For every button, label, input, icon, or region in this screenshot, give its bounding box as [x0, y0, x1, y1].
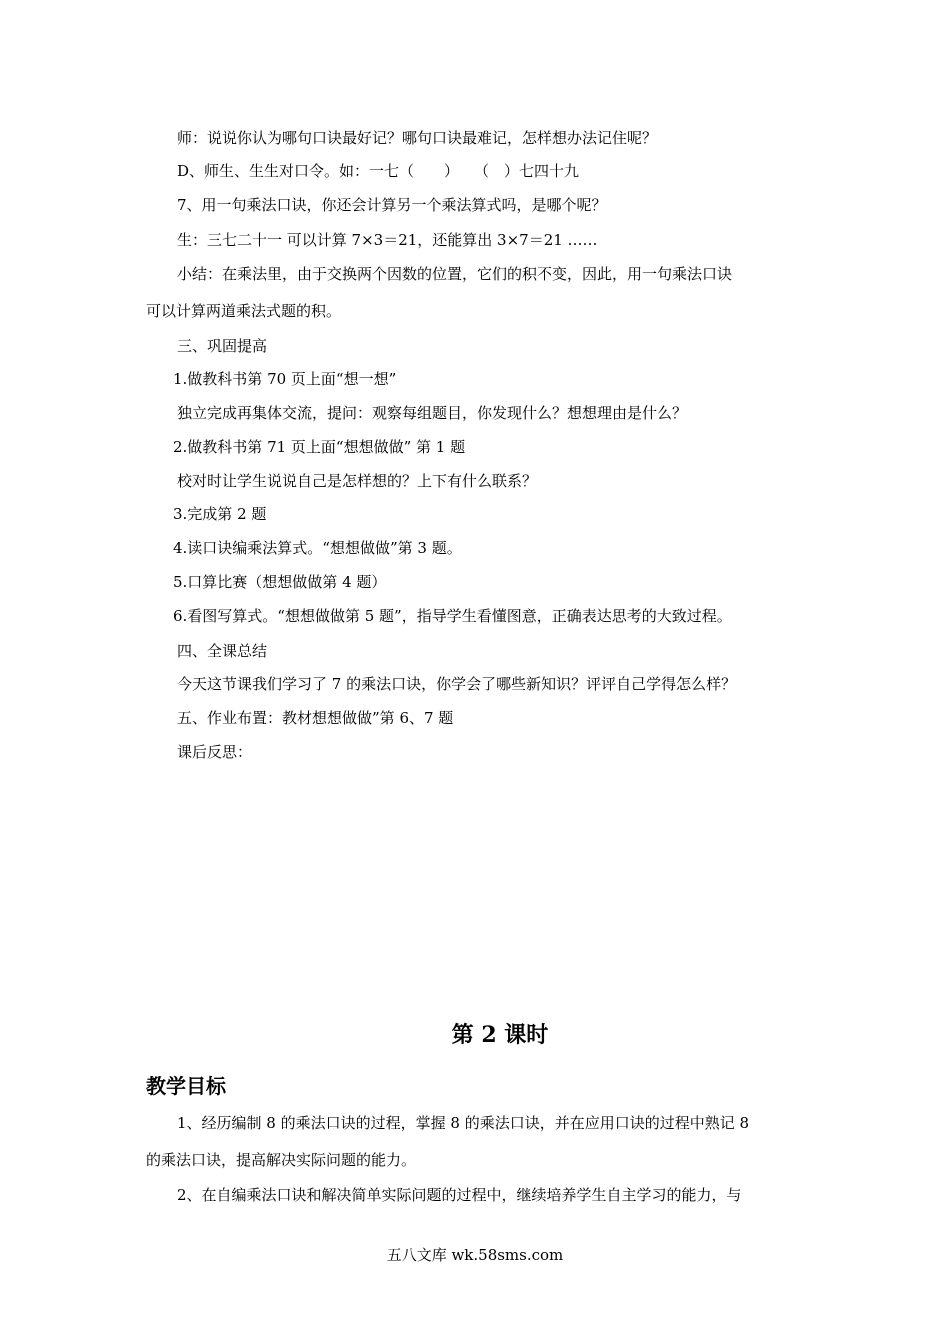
summary-text: 今天这节课我们学习了 7 的乘法口诀，你学会了哪些新知识？评评自己学得怎么样？	[177, 675, 737, 693]
footer-watermark: 五八文库 wk.58sms.com	[386, 1246, 564, 1264]
exercise-1: 1.做教科书第 70 页上面“想一想”	[173, 370, 397, 388]
step-7-question: 7、用一句乘法口诀，你还会计算另一个乘法算式吗，是哪个呢？	[177, 196, 607, 214]
reflection-label: 课后反思：	[177, 743, 253, 761]
exercise-4: 4.读口诀编乘法算式。“想想做做”第 3 题。	[173, 539, 462, 557]
exercise-6: 6.看图写算式。“想想做做第 5 题”，指导学生看懂图意，正确表达思考的大致过程。	[173, 607, 732, 625]
student-answer: 生：三七二十一 可以计算 7×3＝21，还能算出 3×7＝21 ……	[177, 231, 598, 249]
summary-line-1: 小结：在乘法里，由于交换两个因数的位置，它们的积不变，因此，用一句乘法口诀	[177, 265, 733, 283]
summary-line-2: 可以计算两道乘法式题的积。	[146, 302, 342, 320]
exercise-3: 3.完成第 2 题	[173, 505, 267, 523]
section-consolidation: 三、巩固提高	[177, 337, 268, 355]
teacher-question: 师：说说你认为哪句口诀最好记？哪句口诀最难记，怎样想办法记住呢？	[177, 129, 658, 147]
exercise-2: 2.做教科书第 71 页上面“想想做做” 第 1 题	[173, 438, 466, 456]
section-summary: 四、全课总结	[177, 642, 268, 660]
homework: 五、作业布置：教材想想做做”第 6、7 题	[177, 709, 454, 727]
objective-2-line-1: 2、在自编乘法口诀和解决简单实际问题的过程中，继续培养学生自主学习的能力，与	[177, 1186, 742, 1204]
lesson-title: 第 2 课时	[451, 1022, 549, 1048]
recitation-drill: D、师生、生生对口令。如：一七（ ） （ ）七四十九	[177, 162, 580, 180]
exercise-5: 5.口算比赛（想想做做第 4 题）	[173, 573, 387, 591]
section-heading-objectives: 教学目标	[146, 1074, 226, 1098]
objective-1-line-1: 1、经历编制 8 的乘法口诀的过程，掌握 8 的乘法口诀，并在应用口诀的过程中熟记 8	[177, 1114, 750, 1132]
exercise-2-note: 校对时让学生说说自己是怎样想的？上下有什么联系？	[177, 472, 538, 490]
objective-1-line-2: 的乘法口诀，提高解决实际问题的能力。	[146, 1151, 417, 1169]
exercise-1-note: 独立完成再集体交流，提问：观察每组题目，你发现什么？想想理由是什么？	[177, 404, 688, 422]
